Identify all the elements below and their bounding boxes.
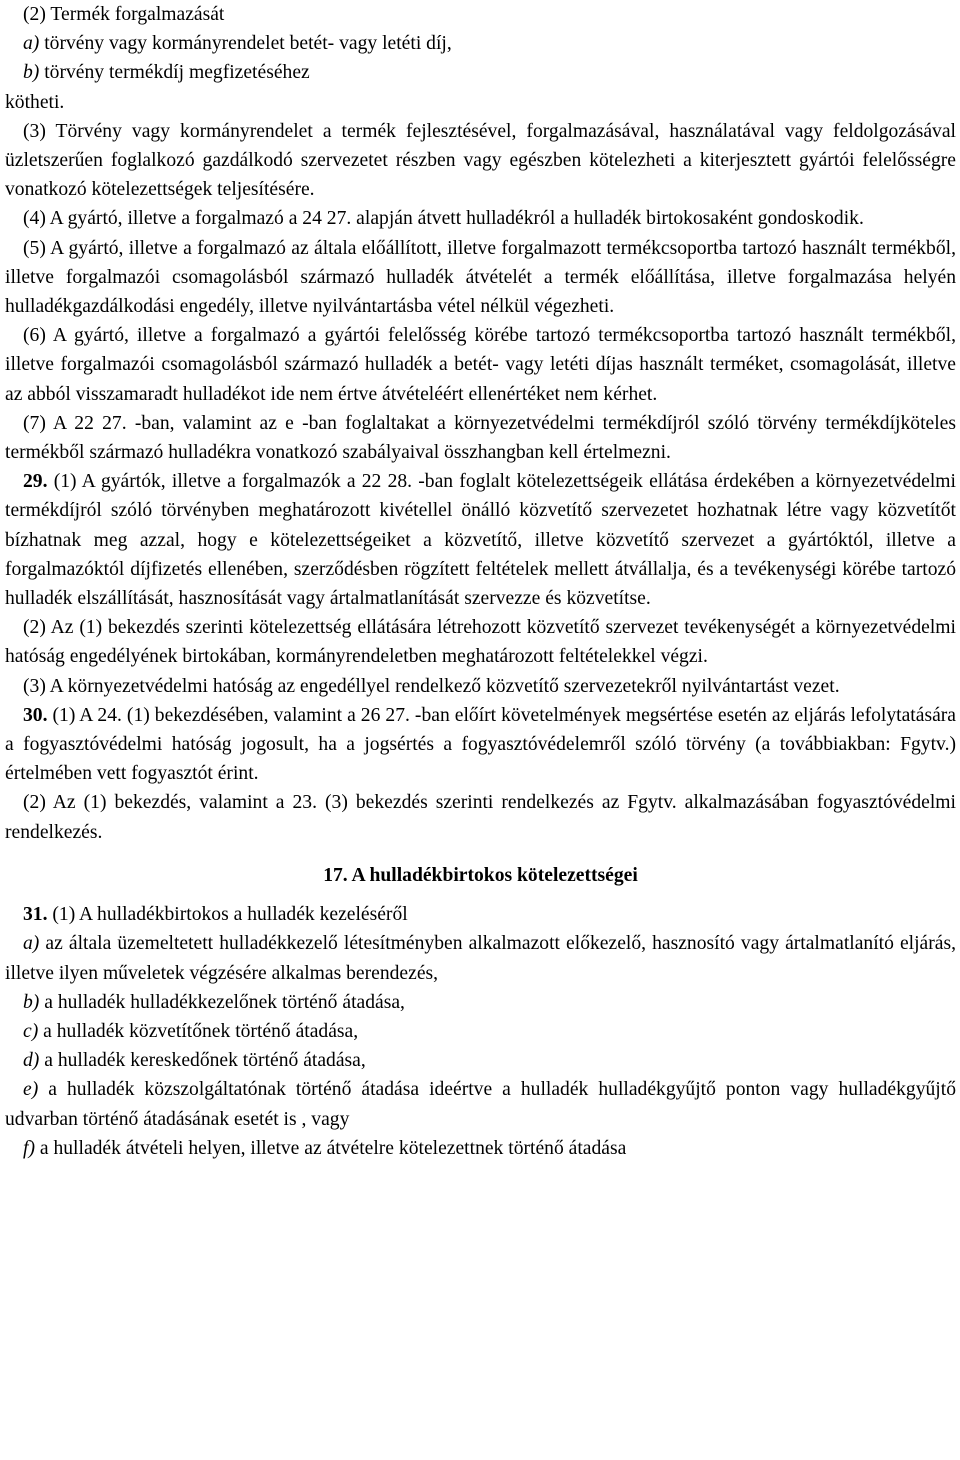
list-item-a <box>5 29 956 58</box>
paragraph-text: törvény termékdíj megfizetéséhez <box>39 62 310 84</box>
paragraph-text: törvény vagy kormányrendelet betét- vagy letéti díj, <box>39 33 452 55</box>
section-heading: 17. A hulladékbirtokos kötelezettségei <box>323 864 638 886</box>
section-30-paragraph-2 <box>5 788 956 846</box>
paragraph-text: az általa üzemeltetett hulladékkezelő létesítményben alkalmazott előkezelő, hasznosító vagy ártalmatlanító eljárás, illetve ilyen műveletek végzésére alkalmas berendezés, <box>5 933 956 984</box>
list-letter: d) <box>23 1050 40 1072</box>
list-item-f <box>5 1134 956 1163</box>
section-29-paragraph-1 <box>5 467 956 613</box>
paragraph-text: (2) Termék forgalmazását <box>23 4 225 25</box>
paragraph-text: (5) A gyártó, illetve a forgalmazó az általa előállított, illetve forgalmazott termékcsoportba tartozó használt termékből, illetve forgalmazói csomagolásból származó hulladék átvételét a termék előállítása, illetve forgalmazása helyén hulladékgazdálkodási engedély, illetve nyilvántartásba vétel nélkül végezheti. <box>5 237 956 318</box>
section-29-paragraph-3 <box>5 672 956 701</box>
section-31-paragraph-1 <box>5 900 956 929</box>
paragraph-continuation <box>5 88 956 117</box>
list-letter: f) <box>23 1137 35 1159</box>
paragraph-text: (2) Az (1) bekezdés, valamint a 23. (3) bekezdés szerinti rendelkezés az Fgytv. alkalmazásában fogyasztóvédelmi rendelkezés. <box>5 792 956 843</box>
paragraph-2 <box>5 0 956 29</box>
list-item-e <box>5 1075 956 1133</box>
list-letter: a) <box>23 33 40 55</box>
paragraph-text: a hulladék átvételi helyen, illetve az átvételre kötelezettnek történő átadása <box>34 1137 627 1159</box>
list-letter: b) <box>23 62 40 84</box>
paragraph-text: kötheti. <box>5 91 65 113</box>
section-number: 30. <box>23 704 48 726</box>
section-30-paragraph-1 <box>5 701 956 789</box>
paragraph-text: (4) A gyártó, illetve a forgalmazó a 24 27. alapján átvett hulladékról a hulladék birtokosaként gondoskodik. <box>23 208 864 230</box>
list-item-d <box>5 1046 956 1075</box>
paragraph-text: a hulladék kereskedőnek történő átadása, <box>39 1050 366 1072</box>
list-item-b <box>5 58 956 87</box>
list-item-c <box>5 1017 956 1046</box>
list-letter: c) <box>23 1020 39 1042</box>
paragraph-text: (1) A 24. (1) bekezdésében, valamint a 26 27. -ban előírt követelmények megsértése esetén az eljárás lefolytatására a fogyasztóvédelmi hatóság jogosult, ha a jogsértés a fogyasztóvédelemről szóló törvény (a továbbiakban: Fgytv.) értelmében vett fogyasztót érint. <box>5 704 956 785</box>
paragraph-text: (3) A környezetvédelmi hatóság az engedéllyel rendelkező közvetítő szervezetekről nyilvántartást vezet. <box>23 675 840 697</box>
paragraph-text: (2) Az (1) bekezdés szerinti kötelezettség ellátására létrehozott közvetítő szervezet tevékenységét a környezetvédelmi hatóság engedélyének birtokában, kormányrendeletben meghatározott feltételekkel végzi. <box>5 617 956 668</box>
paragraph-5 <box>5 234 956 322</box>
paragraph-text: a hulladék közszolgáltatónak történő átadása ideértve a hulladék hulladékgyűjtő ponton vagy hulladékgyűjtő udvarban történő átadásának esetét is , vagy <box>5 1079 956 1130</box>
section-29-paragraph-2 <box>5 613 956 671</box>
paragraph-text: (6) A gyártó, illetve a forgalmazó a gyártói felelősség körébe tartozó termékcsoportba tartozó használt termékből, illetve forgalmazói csomagolásból származó hulladék a betét- vagy letéti díjas használt terméket, csomagolását, illetve az abból visszamaradt hulladékot ide nem értve átvételéért ellenértéket nem kérhet. <box>5 325 956 405</box>
paragraph-text: (1) A hulladékbirtokos a hulladék kezeléséről <box>47 904 408 926</box>
paragraph-3 <box>5 117 956 205</box>
list-letter: e) <box>23 1079 39 1101</box>
list-letter: b) <box>23 991 40 1013</box>
paragraph-7 <box>5 409 956 467</box>
section-number: 29. <box>23 471 48 493</box>
paragraph-4 <box>5 204 956 233</box>
paragraph-text: a hulladék hulladékkezelőnek történő átadása, <box>39 991 405 1013</box>
paragraph-6 <box>5 321 956 409</box>
paragraph-text: (3) Törvény vagy kormányrendelet a termék fejlesztésével, forgalmazásával, használatával vagy feldolgozásával üzletszerűen foglalkozó gazdálkodó szervezetet részben vagy egészben kötelezheti a kiterjesztett gyártói felelősségre vonatkozó kötelezettségek teljesítésére. <box>5 120 956 201</box>
section-number: 31. <box>23 904 48 926</box>
list-item-a <box>5 929 956 987</box>
list-letter: a) <box>23 933 40 955</box>
paragraph-text: (7) A 22 27. -ban, valamint az e -ban foglaltakat a környezetvédelmi termékdíjról szóló törvény termékdíjköteles termékből származó hulladékra vonatkozó szabályaival összhangban kell értelmezni. <box>5 412 956 464</box>
paragraph-text: a hulladék közvetítőnek történő átadása, <box>38 1020 359 1042</box>
list-item-b <box>5 988 956 1017</box>
paragraph-text: (1) A gyártók, illetve a forgalmazók a 22 28. -ban foglalt kötelezettségeik ellátása érdekében a környezetvédelmi termékdíjról szóló törvényben meghatározott kivétellel önálló közvetítő szervezetet hozhatnak létre vagy közvetítőt bízhatnak meg azzal, hogy e kötelezettségeiket a közvetítő, illetve közvetítő szervezet a gyártóktól, illetve a forgalmazóktól díjfizetés ellenében, szerződésben rögzített feltételek mellett átvállalja, és a tevékenységi körébe tartozó hulladék elszállítását, hasznosítását vagy ártalmatlanítását szervezze és közvetítse. <box>5 471 956 610</box>
